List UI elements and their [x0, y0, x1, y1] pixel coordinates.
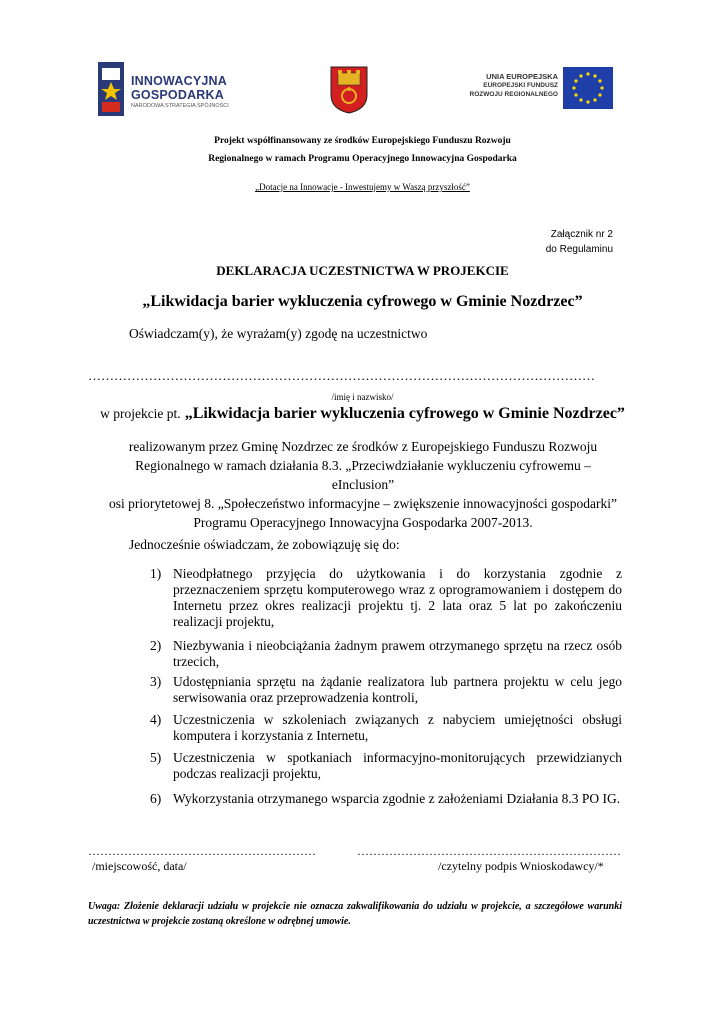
list-item-number: 3) — [150, 674, 162, 689]
list-item — [150, 750, 622, 782]
description-line3: osi priorytetowej 8. „Społeczeństwo informacyjne – zwiększenie innowacyjności gospodarki” — [109, 496, 617, 511]
list-item-number: 1) — [150, 566, 162, 581]
description-line2: Regionalnego w ramach działania 8.3. „Przeciwdziałanie wykluczeniu cyfrowemu – eInclusion” — [135, 458, 591, 492]
description-line1: realizowanym przez Gminę Nozdrzec ze środków z Europejskiego Funduszu Rozwoju — [128, 439, 598, 454]
list-item — [150, 674, 622, 706]
innowacyjna-gospodarka-logo — [98, 62, 248, 116]
eu-logo-line1: UNIA EUROPEJSKA — [486, 72, 558, 81]
list-item-number: 5) — [150, 750, 162, 765]
ig-logo-line1: INNOWACYJNA — [131, 74, 227, 88]
list-item-text: Uczestniczenia w szkoleniach związanych z nabyciem umiejętności obsługi komputera i korzystania z Internetu, — [173, 712, 622, 743]
project-title: „Likwidacja barier wykluczenia cyfrowego w Gminie Nozdrzec” — [142, 293, 583, 310]
in-project-title: „Likwidacja barier wykluczenia cyfrowego w Gminie Nozdrzec” — [184, 405, 625, 422]
name-field-dots: ……………………………………………………………………………………………………… — [88, 368, 595, 383]
annex-label — [546, 227, 613, 257]
signature-dots: ………………………………………………………… — [357, 844, 621, 858]
list-item-text: Udostępniania sprzętu na żądanie realizatora lub partnera projektu w celu jego serwisowania oraz przeprowadzenia kontroli, — [173, 674, 622, 705]
eu-flag-icon — [563, 67, 613, 109]
cofinancing-line1: Projekt współfinansowany ze środków Europejskiego Funduszu Rozwoju — [214, 136, 511, 146]
list-item-number: 6) — [150, 791, 162, 806]
eu-fund-logo-text — [466, 72, 558, 99]
description-line4: Programu Operacyjnego Innowacyjna Gospodarka 2007-2013. — [193, 515, 533, 530]
annex-line2: do Regulaminu — [545, 244, 613, 255]
obligations-intro: Jednocześnie oświadczam, że zobowiązuję się do: — [129, 537, 400, 552]
list-item-number: 2) — [150, 638, 162, 653]
in-project-prefix: w projekcie pt. — [100, 406, 181, 421]
eu-logo-line3: ROZWOJU REGIONALNEGO — [469, 91, 558, 98]
list-item-text: Wykorzystania otrzymanego wsparcia zgodnie z założeniami Działania 8.3 PO IG. — [173, 791, 621, 806]
signature-caption: /czytelny podpis Wnioskodawcy/* — [438, 859, 604, 873]
list-item — [150, 791, 622, 807]
name-field-caption: /imię i nazwisko/ — [331, 392, 394, 402]
cofinancing-line2: Regionalnego w ramach Programu Operacyjnego Innowacyjna Gospodarka — [208, 154, 517, 164]
place-date-dots: ………………………………………………… — [88, 844, 316, 858]
consent-statement: Oświadczam(y), że wyrażam(y) zgodę na uczestnictwo — [129, 326, 428, 341]
footnote: Uwaga: Złożenie deklaracji udziału w projekcie nie oznacza zakwalifikowania do udziału w projekcie, a szczegółowe warunki uczestnictwa w projekcie zostaną określone w odrębnej umowie. — [88, 901, 622, 927]
slogan: „Dotacje na Innowacje - Inwestujemy w Waszą przyszłość” — [255, 182, 470, 192]
project-description — [108, 437, 618, 532]
list-item-text: Nieodpłatnego przyjęcia do użytkowania i do korzystania zgodnie z przeznaczeniem sprzętu komputerowego wraz z oprogramowaniem i dostępem do Internetu przez okres realizacji projektu tj. 2 lata oraz 5 lat po zakończeniu realizacji projektu, — [173, 566, 622, 629]
ig-logo-line3: NARODOWA STRATEGIA SPÓJNOŚCI — [131, 103, 229, 109]
ig-flag-icon — [98, 62, 124, 116]
ig-logo-line2: GOSPODARKA — [131, 88, 224, 102]
list-item-number: 4) — [150, 712, 162, 727]
annex-line1: Załącznik nr 2 — [550, 229, 613, 240]
list-item-text: Uczestniczenia w spotkaniach informacyjno-monitorujących przewidzianych podczas realizacji projektu, — [173, 750, 622, 781]
nozdrzec-coat-of-arms-icon — [329, 65, 369, 115]
eu-logo-line2: EUROPEJSKI FUNDUSZ — [483, 82, 558, 89]
document-title: DEKLARACJA UCZESTNICTWA W PROJEKCIE — [216, 263, 509, 278]
list-item — [150, 712, 622, 744]
list-item-text: Niezbywania i nieobciążania żadnym prawem otrzymanego sprzętu na rzecz osób trzecich, — [173, 638, 622, 669]
list-item — [150, 638, 622, 670]
in-project-line — [0, 405, 725, 423]
list-item — [150, 566, 622, 630]
place-date-caption: /miejscowość, data/ — [92, 859, 187, 873]
